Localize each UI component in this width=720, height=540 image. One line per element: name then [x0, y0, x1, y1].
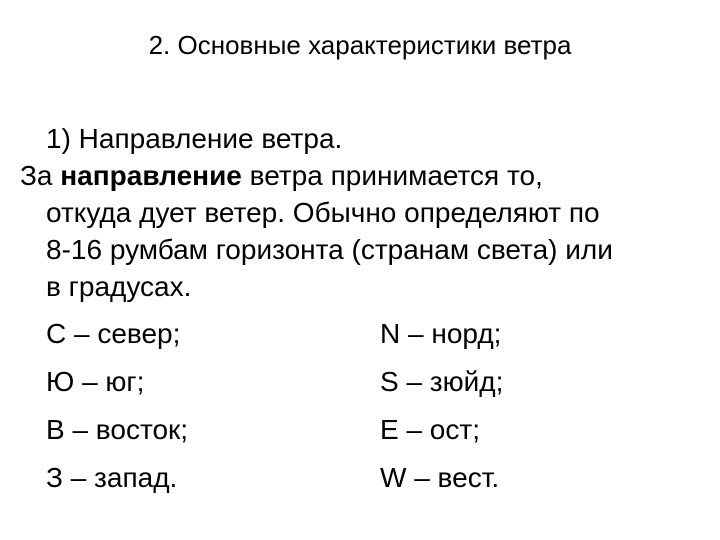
paragraph-line-4: в градусах. — [46, 271, 192, 302]
subheading: 1) Направление ветра. — [46, 123, 343, 154]
direction-intl: N – норд; — [380, 318, 502, 349]
direction-intl: S – зюйд; — [380, 366, 504, 397]
direction-intl: Е – ост; — [380, 414, 480, 445]
paragraph-line-1 — [0, 157, 720, 194]
paragraph-line-3: 8-16 румбам горизонта (странам света) или — [46, 234, 613, 265]
direction-ru: Ю – юг; — [46, 366, 145, 397]
direction-row — [0, 358, 720, 406]
direction-ru: С – север; — [46, 318, 181, 349]
direction-ru: З – запад. — [46, 462, 178, 493]
direction-row — [0, 310, 720, 358]
bold-term: направление — [60, 160, 242, 191]
paragraph-line-1-suffix: ветра принимается то, — [241, 160, 543, 191]
direction-ru: В – восток; — [46, 414, 189, 445]
paragraph-prefix: За — [20, 160, 61, 191]
slide-title: 2. Основные характеристики ветра — [148, 30, 572, 60]
slide-body — [0, 120, 720, 305]
direction-row — [0, 406, 720, 454]
direction-intl: W – вест. — [380, 462, 500, 493]
direction-row — [0, 454, 720, 502]
directions-list — [0, 310, 720, 502]
paragraph-line-2: откуда дует ветер. Обычно определяют по — [46, 197, 600, 228]
